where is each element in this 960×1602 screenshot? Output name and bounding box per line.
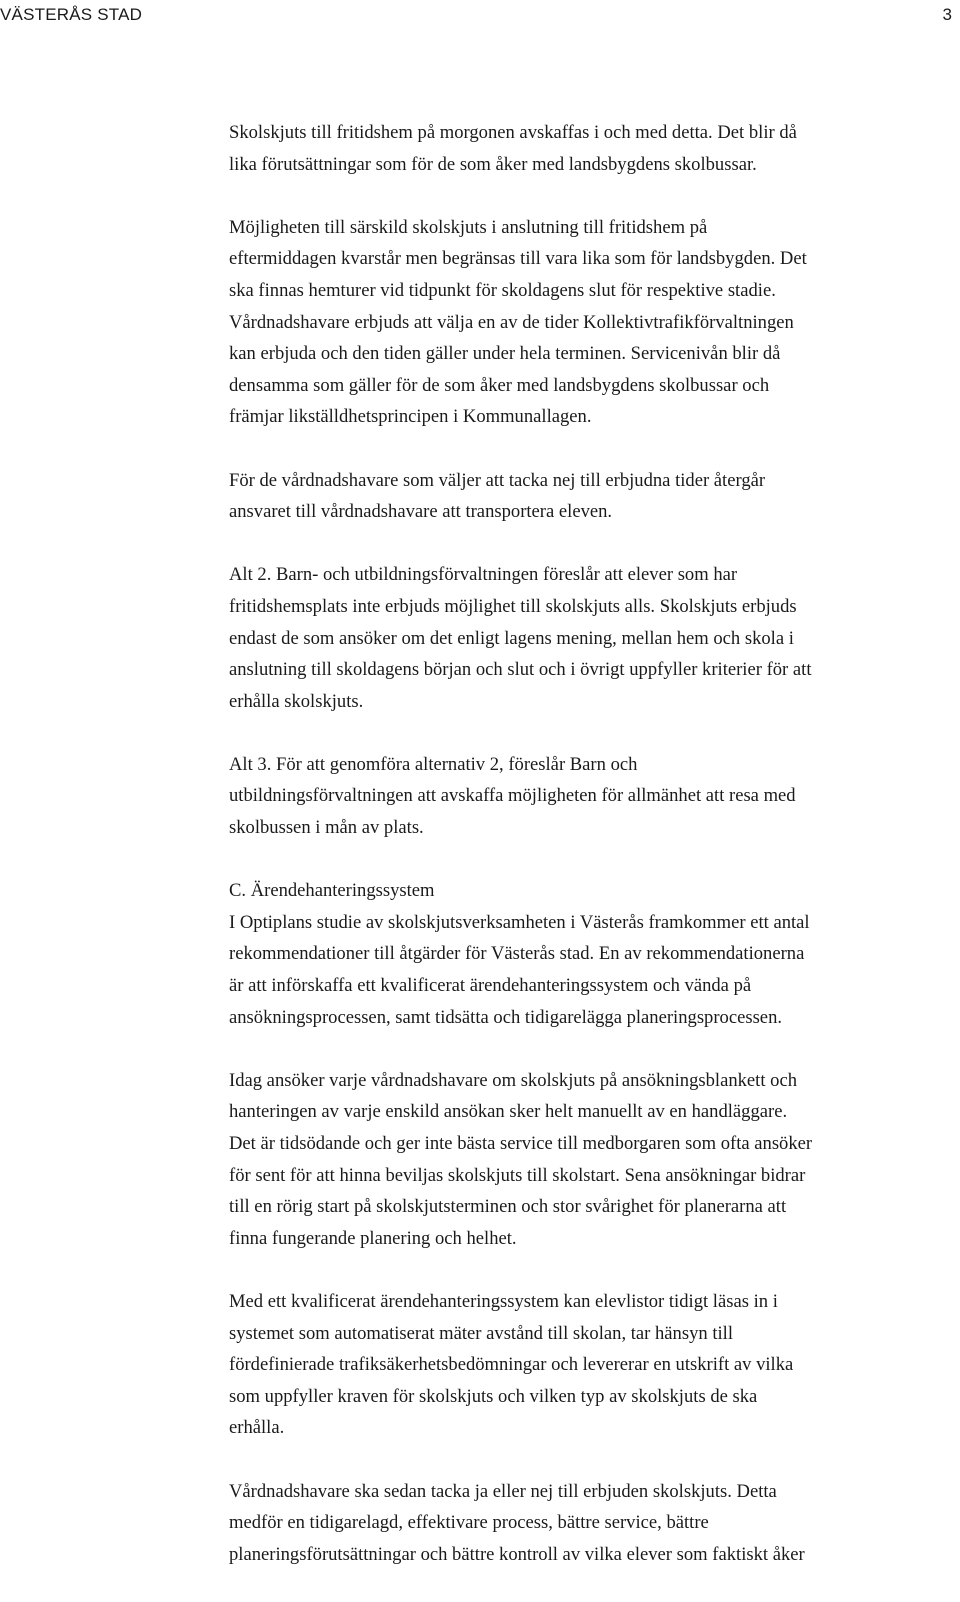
text-line: fritidshemsplats inte erbjuds möjlighet till skolskjuts alls. Skolskjuts erbjuds [229,595,797,617]
text-line: ska finnas hemturer vid tidpunkt för skoldagens slut för respektive stadie. [229,279,776,301]
text-line: planeringsförutsättningar och bättre kontroll av vilka elever som faktiskt åker [229,1543,805,1565]
text-line: kan erbjuda och den tiden gäller under hela terminen. Servicenivån blir då [229,343,781,365]
text-line: densamma som gäller för de som åker med landsbygdens skolbussar och [229,374,770,396]
text-line: endast de som ansöker om det enligt lagens mening, mellan hem och skola i [229,627,794,649]
text-line: Det är tidsödande och ger inte bästa service till medborgaren som ofta ansöker [229,1133,813,1154]
text-line: anslutning till skoldagens början och slut och i övrigt uppfyller kriterier för att [229,659,812,681]
paragraph [229,1065,951,1255]
paragraph [229,1286,951,1444]
text-line: erhålla skolskjuts. [229,690,364,712]
page-header [0,4,960,26]
text-line: Vårdnadshavare erbjuds att välja en av de tider Kollektivtrafikförvaltningen [229,311,794,333]
page-number: 3 [942,5,952,24]
paragraph [229,212,951,433]
text-line: eftermiddagen kvarstår men begränsas till vara lika som för landsbygden. Det [229,248,807,270]
document-body [229,117,951,1602]
text-line: till en rörig start på skolskjutsterminen och stor svårighet för planerarna att [229,1196,787,1218]
text-line: medför en tidigarelagd, effektivare process, bättre service, bättre [229,1512,709,1534]
text-line: Alt 3. För att genomföra alternativ 2, föreslår Barn och [229,753,638,775]
text-line: Alt 2. Barn- och utbildningsförvaltningen föreslår att elever som har [229,564,738,586]
text-line: Idag ansöker varje vårdnadshavare om skolskjuts på ansökningsblankett och [229,1069,797,1091]
paragraph [229,875,951,1033]
text-line: främjar likställdhetsprincipen i Kommunallagen. [229,406,592,428]
text-line: C. Ärendehanteringssystem [229,880,435,902]
organization-name: VÄSTERÅS STAD [0,5,143,24]
paragraph [229,1476,951,1571]
text-line: ansökningsprocessen, samt tidsätta och tidigarelägga planeringsprocessen. [229,1006,783,1028]
text-line: som uppfyller kraven för skolskjuts och vilken typ av skolskjuts de ska [229,1385,758,1407]
text-line: lika förutsättningar som för de som åker med landsbygdens skolbussar. [229,153,757,175]
text-line: är att införskaffa ett kvalificerat ärendehanteringssystem och vända på [229,975,752,997]
text-line: för sent för att hinna beviljas skolskjuts till skolstart. Sena ansökningar bidrar [229,1164,806,1186]
paragraph [229,749,951,844]
text-line: Möjligheten till särskild skolskjuts i anslutning till fritidshem på [229,216,708,238]
text-line: I Optiplans studie av skolskjutsverksamheten i Västerås framkommer ett antal [229,911,810,933]
text-line: rekommendationer till åtgärder för Västerås stad. En av rekommendationerna [229,943,805,965]
text-line: systemet som automatiserat mäter avstånd till skolan, tar hänsyn till [229,1322,733,1344]
text-line: Skolskjuts till fritidshem på morgonen avskaffas i och med detta. Det blir då [229,122,797,143]
text-line: finna fungerande planering och helhet. [229,1227,517,1249]
text-line: Vårdnadshavare ska sedan tacka ja eller nej till erbjuden skolskjuts. Detta [229,1480,777,1502]
text-line: erhålla. [229,1417,285,1439]
text-line: För de vårdnadshavare som väljer att tacka nej till erbjudna tider återgår [229,469,766,491]
paragraph [229,559,951,717]
paragraph [229,465,951,528]
text-line: hanteringen av varje enskild ansökan sker helt manuellt av en handläggare. [229,1101,788,1123]
text-line: ansvaret till vårdnadshavare att transportera eleven. [229,501,613,523]
paragraph [229,117,951,180]
text-line: Med ett kvalificerat ärendehanteringssystem kan elevlistor tidigt läsas in i [229,1290,778,1312]
text-line: skolbussen i mån av plats. [229,817,424,839]
text-line: fördefinierade trafiksäkerhetsbedömningar och levererar en utskrift av vilka [229,1354,794,1376]
text-line: utbildningsförvaltningen att avskaffa möjligheten för allmänhet att resa med [229,785,796,807]
